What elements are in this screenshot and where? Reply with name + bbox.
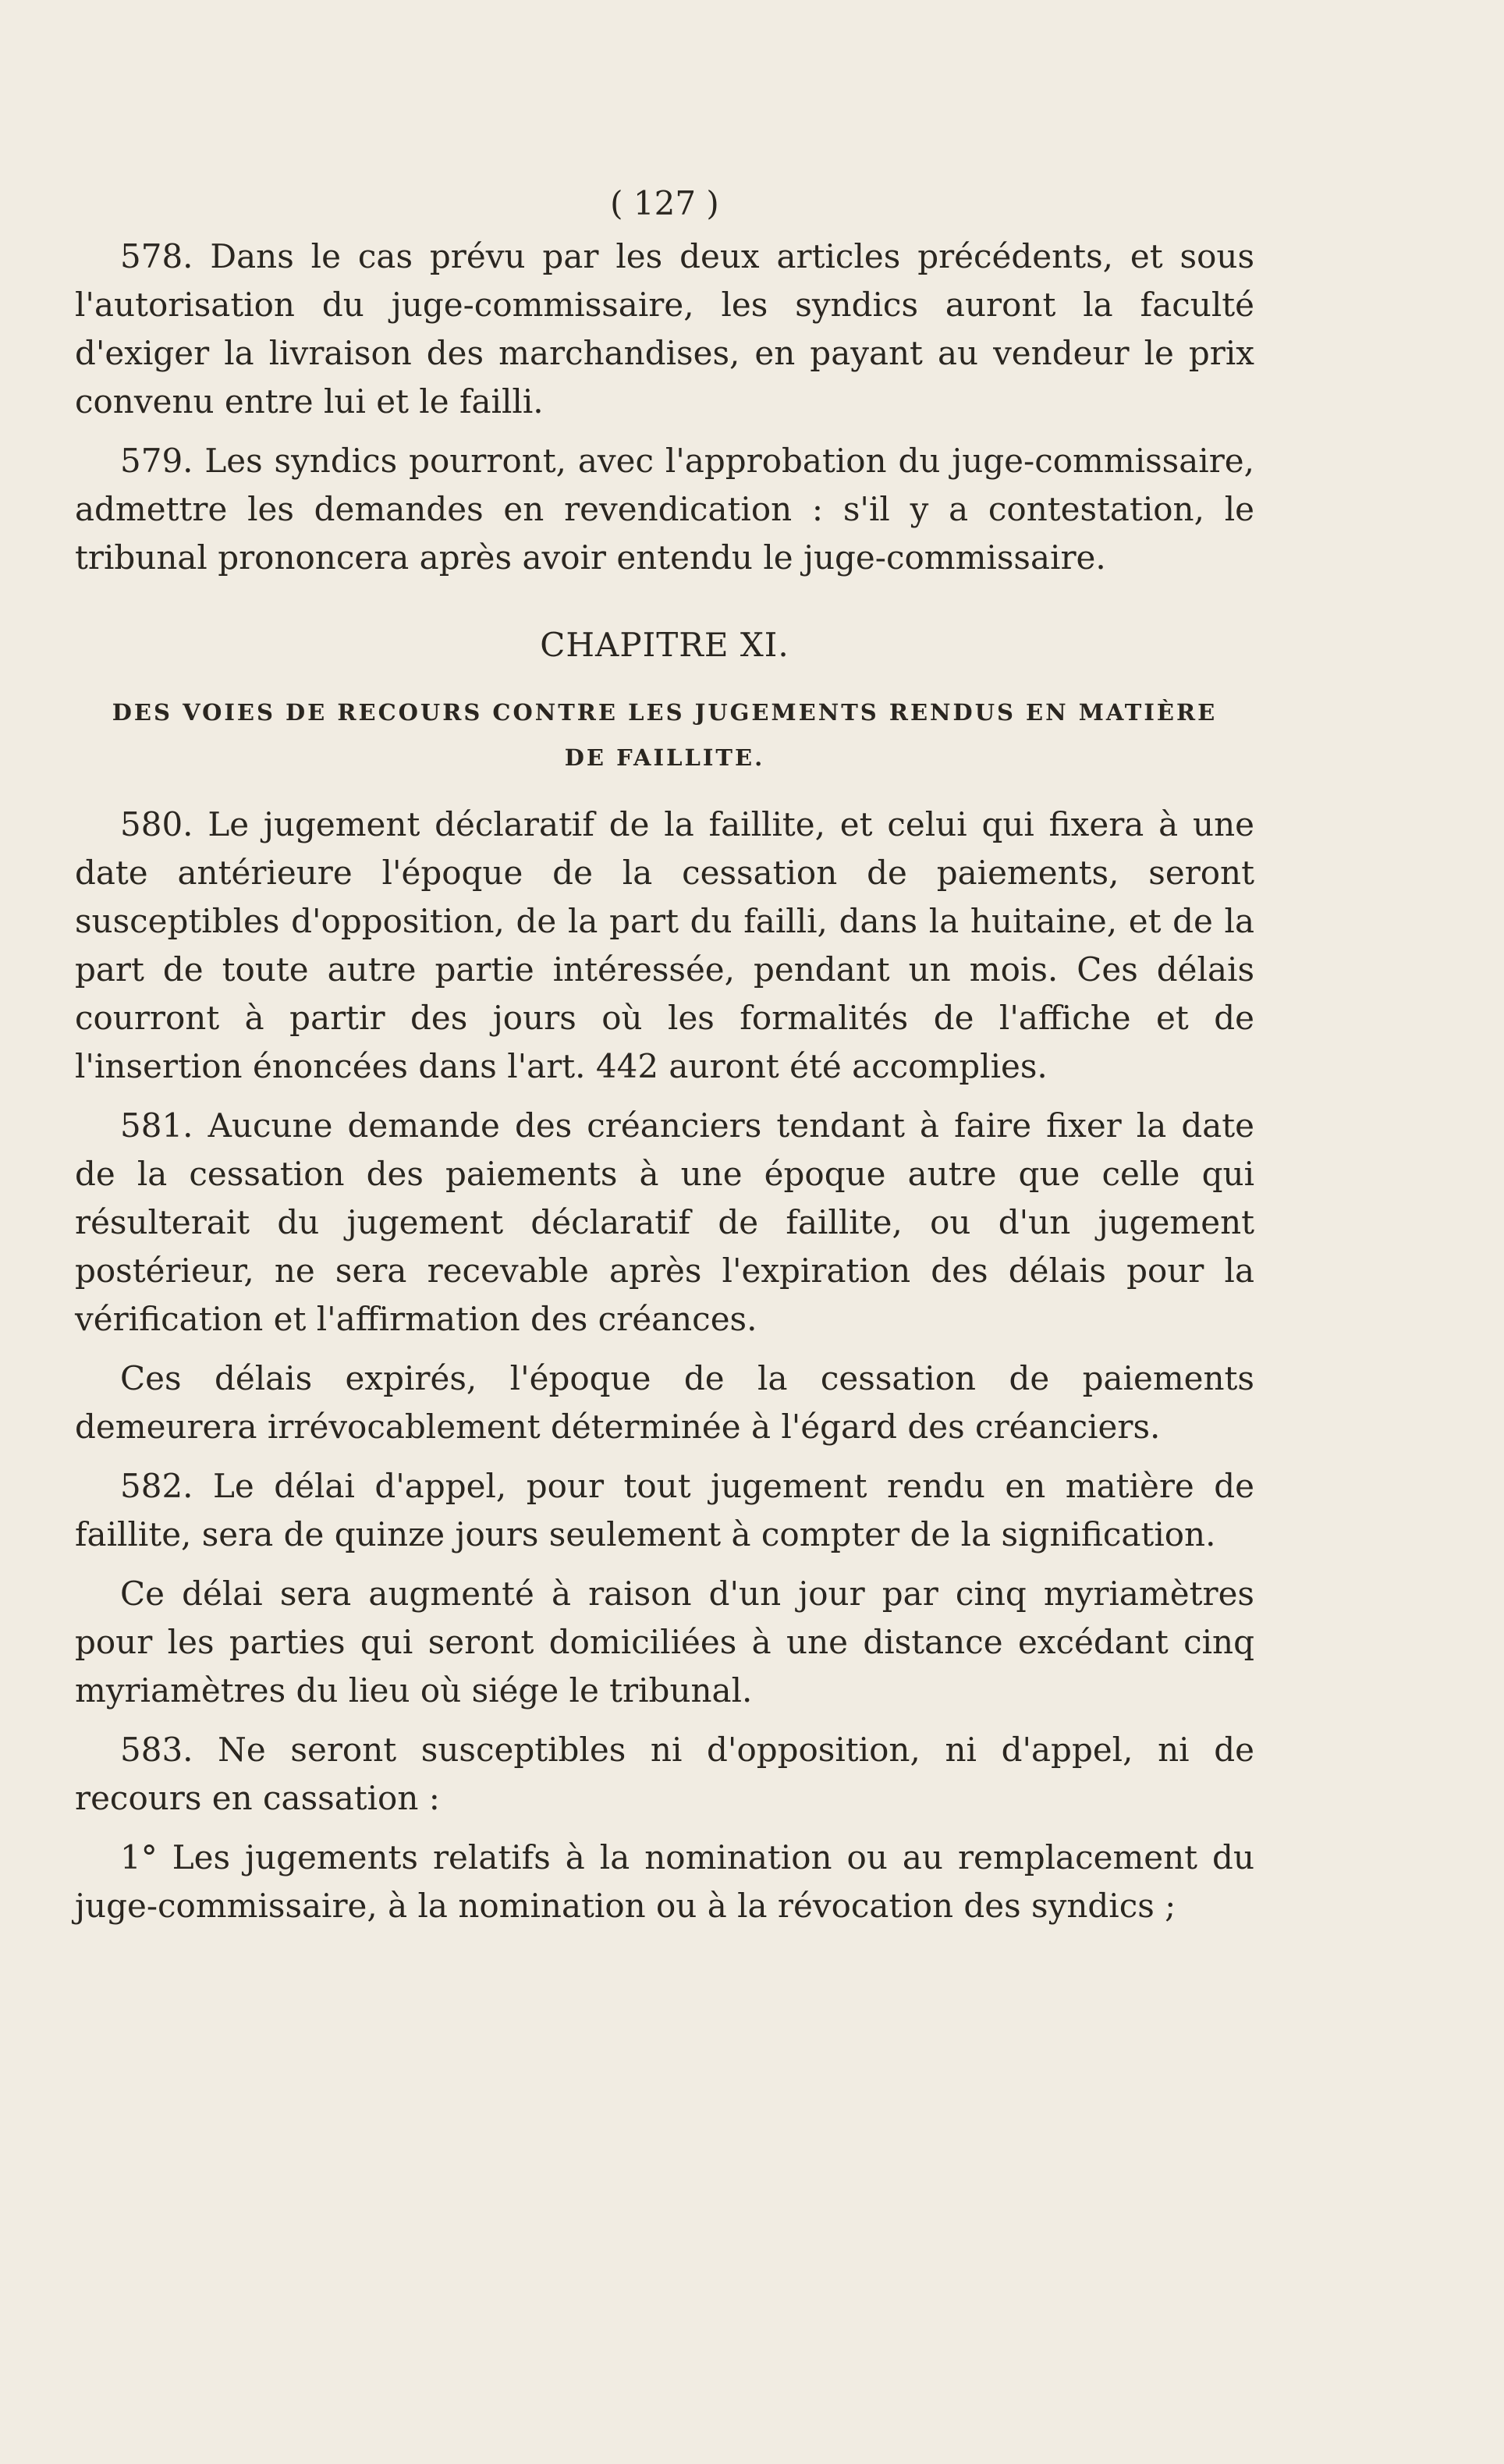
- article-581: 581. Aucune demande des créanciers tendant à faire fixer la date de la cessation des paiements à une époque autre que celle qui résulterait du jugement déclaratif de faillite, ou d'un jugement postérieur, ne sera recevable après l'expiration des délais pour la vérification et l'affirmation des créances.: [75, 1106, 1254, 1338]
- article-583-item-1: 1° Les jugements relatifs à la nomination ou au remplacement du juge-commissaire, à la nomination ou à la révocation des syndics ;: [75, 1838, 1254, 1925]
- page-number: ( 127 ): [610, 184, 719, 222]
- article-582: 582. Le délai d'appel, pour tout jugement rendu en matière de faillite, sera de quinze jours seulement à compter de la signification.: [75, 1467, 1254, 1553]
- article-580: 580. Le jugement déclaratif de la faillite, et celui qui fixera à une date antérieure l'époque de la cessation de paiements, seront susceptibles d'opposition, de la part du failli, dans la huitaine, et de la part de toute autre partie intéressée, pendant un mois. Ces délais courront à partir des jours où les formalités de l'affiche et de l'insertion énoncées dans l'art. 442 auront été accomplies.: [75, 805, 1254, 1085]
- article-582-continued: Ce délai sera augmenté à raison d'un jour par cinq myriamètres pour les parties qui seront domiciliées à une distance excédant cinq myriamètres du lieu où siége le tribunal.: [75, 1575, 1254, 1710]
- book-page: [75, 176, 1254, 1930]
- article-581-continued: Ces délais expirés, l'époque de la cessation de paiements demeurera irrévocablement déterminée à l'égard des créanciers.: [75, 1359, 1254, 1446]
- chapter-heading: DES VOIES DE RECOURS CONTRE LES JUGEMENTS RENDUS EN MATIÈRE DE FAILLITE.: [112, 699, 1218, 771]
- chapter-title: CHAPITRE XI.: [540, 626, 789, 664]
- article-579: 579. Les syndics pourront, avec l'approbation du juge-commissaire, admettre les demandes en revendication : s'il y a contestation, le tribunal prononcera après avoir entendu le juge-commissaire.: [75, 442, 1254, 577]
- article-578: 578. Dans le cas prévu par les deux articles précédents, et sous l'autorisation du juge-commissaire, les syndics auront la faculté d'exiger la livraison des marchandises, en payant au vendeur le prix convenu entre lui et le failli.: [75, 237, 1254, 421]
- article-583: 583. Ne seront susceptibles ni d'opposition, ni d'appel, ni de recours en cassation :: [75, 1731, 1254, 1817]
